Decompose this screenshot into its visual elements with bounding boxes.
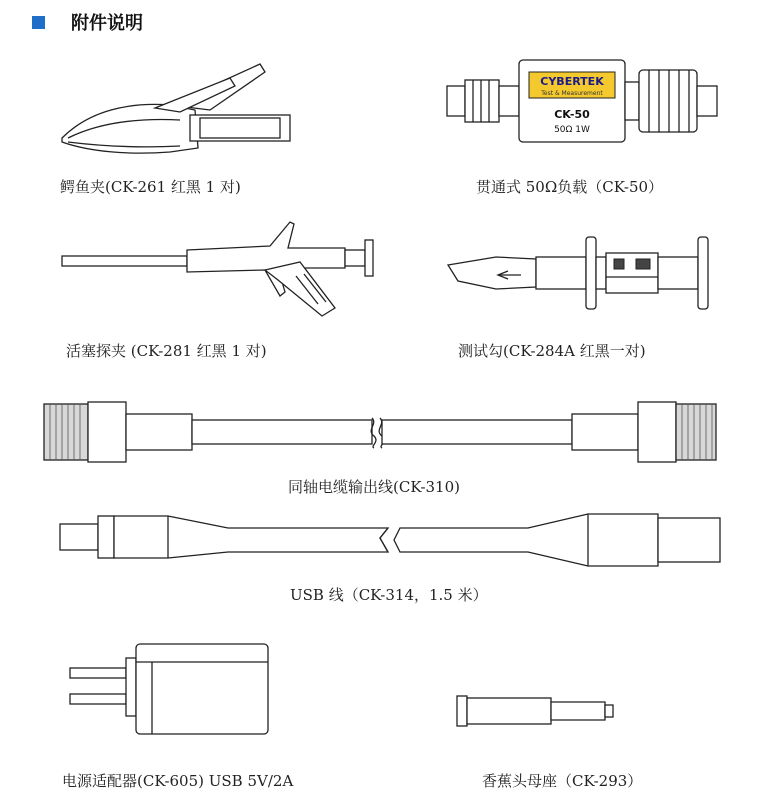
load-brand-label: CYBERTEK: [540, 75, 604, 88]
alligator-clip-image: [60, 60, 300, 160]
power-adapter-image: [66, 640, 276, 740]
load-spec-label: 50Ω 1W: [554, 125, 590, 135]
caption-feedthrough-load: 贯通式 50Ω负载（CK-50）: [476, 178, 664, 196]
banana-jack-image: [455, 690, 625, 730]
bullet-square-icon: [32, 16, 45, 29]
test-hook-image: [446, 233, 718, 313]
caption-banana-jack: 香蕉头母座（CK-293）: [482, 772, 643, 790]
load-model-label: CK-50: [554, 108, 590, 121]
caption-usb-cable: USB 线（CK-314，1.5 米）: [290, 586, 488, 604]
load-brand-sub: Test & Measurement: [541, 90, 603, 97]
feedthrough-load-image: [443, 52, 723, 152]
caption-coaxial-cable: 同轴电缆输出线(CK-310): [288, 478, 460, 496]
caption-test-hook: 测试勾(CK-284A 红黑一对): [458, 342, 646, 360]
caption-piston-probe-clip: 活塞探夹 (CK-281 红黑 1 对): [66, 342, 267, 360]
caption-alligator-clip: 鳄鱼夹(CK-261 红黑 1 对): [60, 178, 241, 196]
caption-power-adapter: 电源适配器(CK-605) USB 5V/2A: [62, 772, 294, 790]
piston-probe-clip-image: [60, 218, 380, 328]
usb-cable-image: [58, 510, 724, 572]
section-header: [32, 9, 143, 35]
page-title: 附件说明: [71, 13, 143, 34]
coaxial-cable-image: [40, 398, 720, 468]
